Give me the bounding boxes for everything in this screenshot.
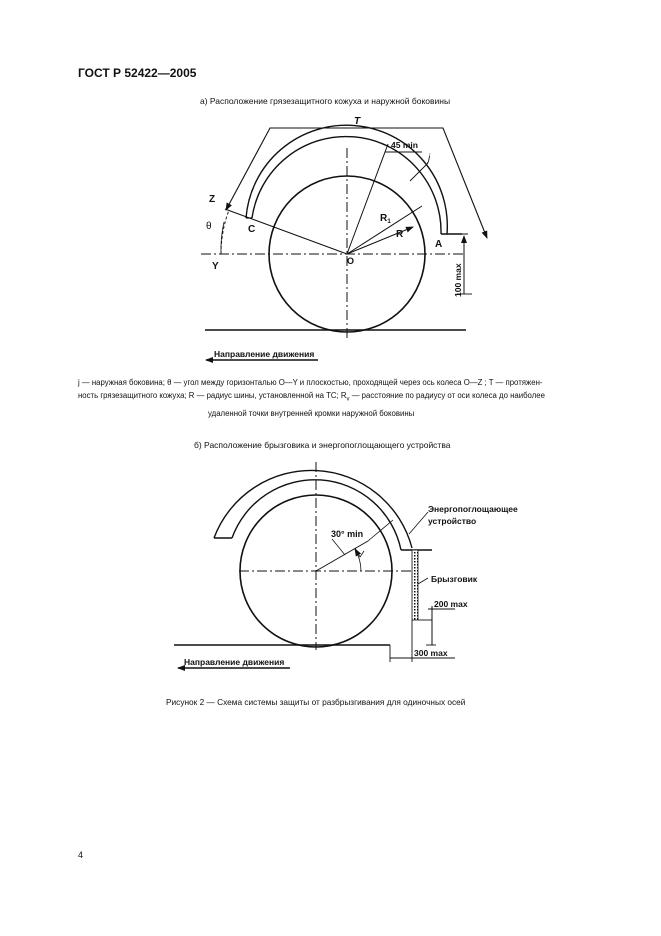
figure-a-caption: а) Расположение грязезащитного кожуха и наружной боковины (200, 96, 451, 106)
figure-b-caption: б) Расположение брызговика и энергопоглощающего устройства (194, 440, 451, 450)
mudflap (412, 550, 418, 620)
label-R: R (396, 229, 404, 240)
document-header: ГОСТ Р 52422—2005 (78, 66, 197, 80)
figure-caption: Рисунок 2 — Схема системы защиты от разбрызгивания для одиночных осей (166, 697, 466, 707)
direction-label-b: Направление движения (184, 657, 285, 667)
label-Z: Z (209, 194, 216, 205)
page-number: 4 (78, 850, 84, 860)
direction-label-a: Направление движения (214, 349, 315, 359)
legend-line-2-end: — расстояние по радиусу от оси колеса до наиболее (349, 391, 545, 400)
label-energy-2: устройство (428, 516, 477, 526)
legend-line-1: j — наружная боковина; θ — угол между горизонталью O—Y и плоскостью, проходящей через ось колеса O—Z ; T — протяжен- (78, 378, 543, 387)
label-mudflap: Брызговик (431, 574, 478, 584)
legend-line-2: ность грязезащитного кожуха; R — радиус шины, установленной на ТС; R (78, 391, 347, 400)
label-A: A (435, 239, 443, 250)
label-theta: θ (206, 221, 212, 232)
label-energy-1: Энергопоглощающее (428, 504, 518, 514)
fender-b-outer (214, 470, 412, 548)
legend-line-3: удаленной точки внутренней кромки наружной боковины (208, 408, 415, 418)
label-30-min: 30° min (331, 529, 364, 539)
label-R1: $R_1$ (380, 213, 391, 225)
label-100-max: 100 max (453, 263, 463, 297)
label-45-min: 45 min (391, 140, 418, 150)
label-300-max: 300 max (414, 648, 448, 658)
label-T: T (354, 116, 361, 127)
label-O: O (347, 256, 355, 266)
label-Y: Y (212, 261, 219, 272)
label-j: j (428, 153, 431, 164)
legend-sub-v: v (346, 396, 350, 403)
label-200-max: 200 max (434, 599, 468, 609)
label-C: C (248, 224, 256, 235)
